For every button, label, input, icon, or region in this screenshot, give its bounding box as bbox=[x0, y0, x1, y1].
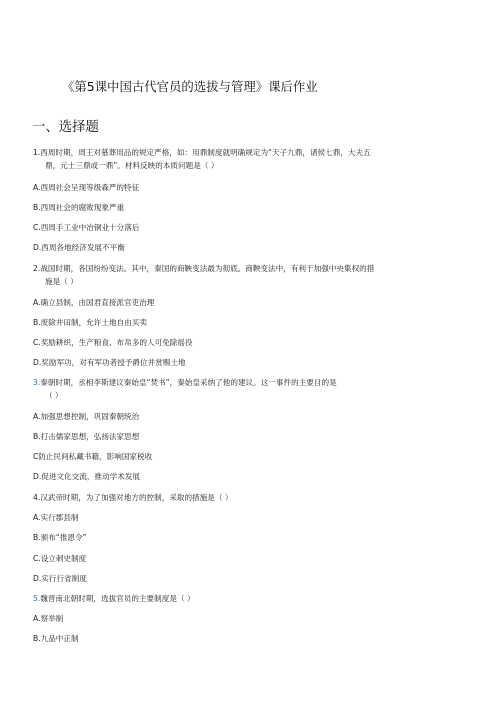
section-heading: 一、选择题 bbox=[32, 120, 99, 135]
option-1c: C.西周手工业中冶铜业十分落后 bbox=[33, 223, 140, 232]
question-number: 1. bbox=[33, 148, 41, 157]
question-number: 4. bbox=[33, 493, 41, 502]
option-4b: B.颁布“推恩令” bbox=[33, 533, 87, 542]
option-4d: D.实行行省制度 bbox=[33, 574, 87, 583]
page-title: 《第5课中国古代官员的选拔与管理》课后作业 bbox=[62, 79, 318, 94]
question-text-line-1: 汉武帝时期，为了加强对地方的控制，采取的措施是（ ） bbox=[40, 493, 233, 502]
option-3b: B.打击儒家思想，弘扬法家思想 bbox=[33, 432, 140, 441]
option-1d: D.西周各地经济发展不平衡 bbox=[33, 243, 125, 252]
option-1b: B.西周社会的腐败现象严重 bbox=[33, 203, 125, 212]
option-2a: A.确立县制，由国君直接派官吏治理 bbox=[33, 298, 155, 307]
question-4 bbox=[33, 491, 475, 504]
question-text-line-1: 魏晋南北朝时期，选拔官员的主要制度是（ ） bbox=[40, 594, 195, 603]
question-text-line-2: 鼎，元士三鼎或一鼎”。材料反映的本质问题是（ ） bbox=[45, 161, 219, 170]
question-text-line-1: 西周时期，周王对墓葬用品的规定严格，如：用鼎制度就明确规定为“天子九鼎，诸侯七鼎，大夫五 bbox=[40, 148, 371, 157]
option-3a: A.加强思想控制，巩固秦朝统治 bbox=[33, 412, 140, 421]
option-4c: C.设立刺史制度 bbox=[33, 554, 87, 563]
option-2c: C.奖励耕织，生产粮食、布帛多的人可免除徭役 bbox=[33, 338, 193, 347]
question-text-line-2: 施是（ ） bbox=[45, 277, 78, 286]
question-number: 5. bbox=[33, 594, 41, 603]
option-4a: A.实行郡县制 bbox=[33, 513, 79, 522]
question-text-line-1: 战国时期，各国纷纷变法。其中，秦国的商鞅变法最为彻底。商鞅变法中，有利于加强中央集权的措 bbox=[40, 264, 375, 273]
question-number: 2. bbox=[33, 264, 41, 273]
question-3 bbox=[33, 376, 475, 402]
option-3c: C防止民间私藏书籍，影响国家税收 bbox=[33, 452, 153, 461]
option-2d: D.奖励军功，对有军功者授予爵位并赏赐土地 bbox=[33, 358, 186, 367]
question-text-line-1: 秦朝时期，丞相李斯建议秦始皇“焚书”，秦始皇采纳了他的建议。这一事件的主要目的是 bbox=[40, 378, 337, 387]
question-5 bbox=[33, 592, 475, 605]
option-1a: A.西周社会呈现等级森严的特征 bbox=[33, 183, 140, 192]
question-text-line-2: （ ） bbox=[45, 391, 63, 400]
question-number: 3. bbox=[33, 378, 41, 387]
option-2b: B.废除井田制，允许土地自由买卖 bbox=[33, 318, 147, 327]
option-3d: D.促进文化交流，推动学术发展 bbox=[33, 472, 140, 481]
option-5a: A.察举制 bbox=[33, 614, 64, 623]
option-5b: B.九品中正制 bbox=[33, 634, 79, 643]
question-1 bbox=[33, 146, 475, 172]
question-2 bbox=[33, 262, 475, 288]
